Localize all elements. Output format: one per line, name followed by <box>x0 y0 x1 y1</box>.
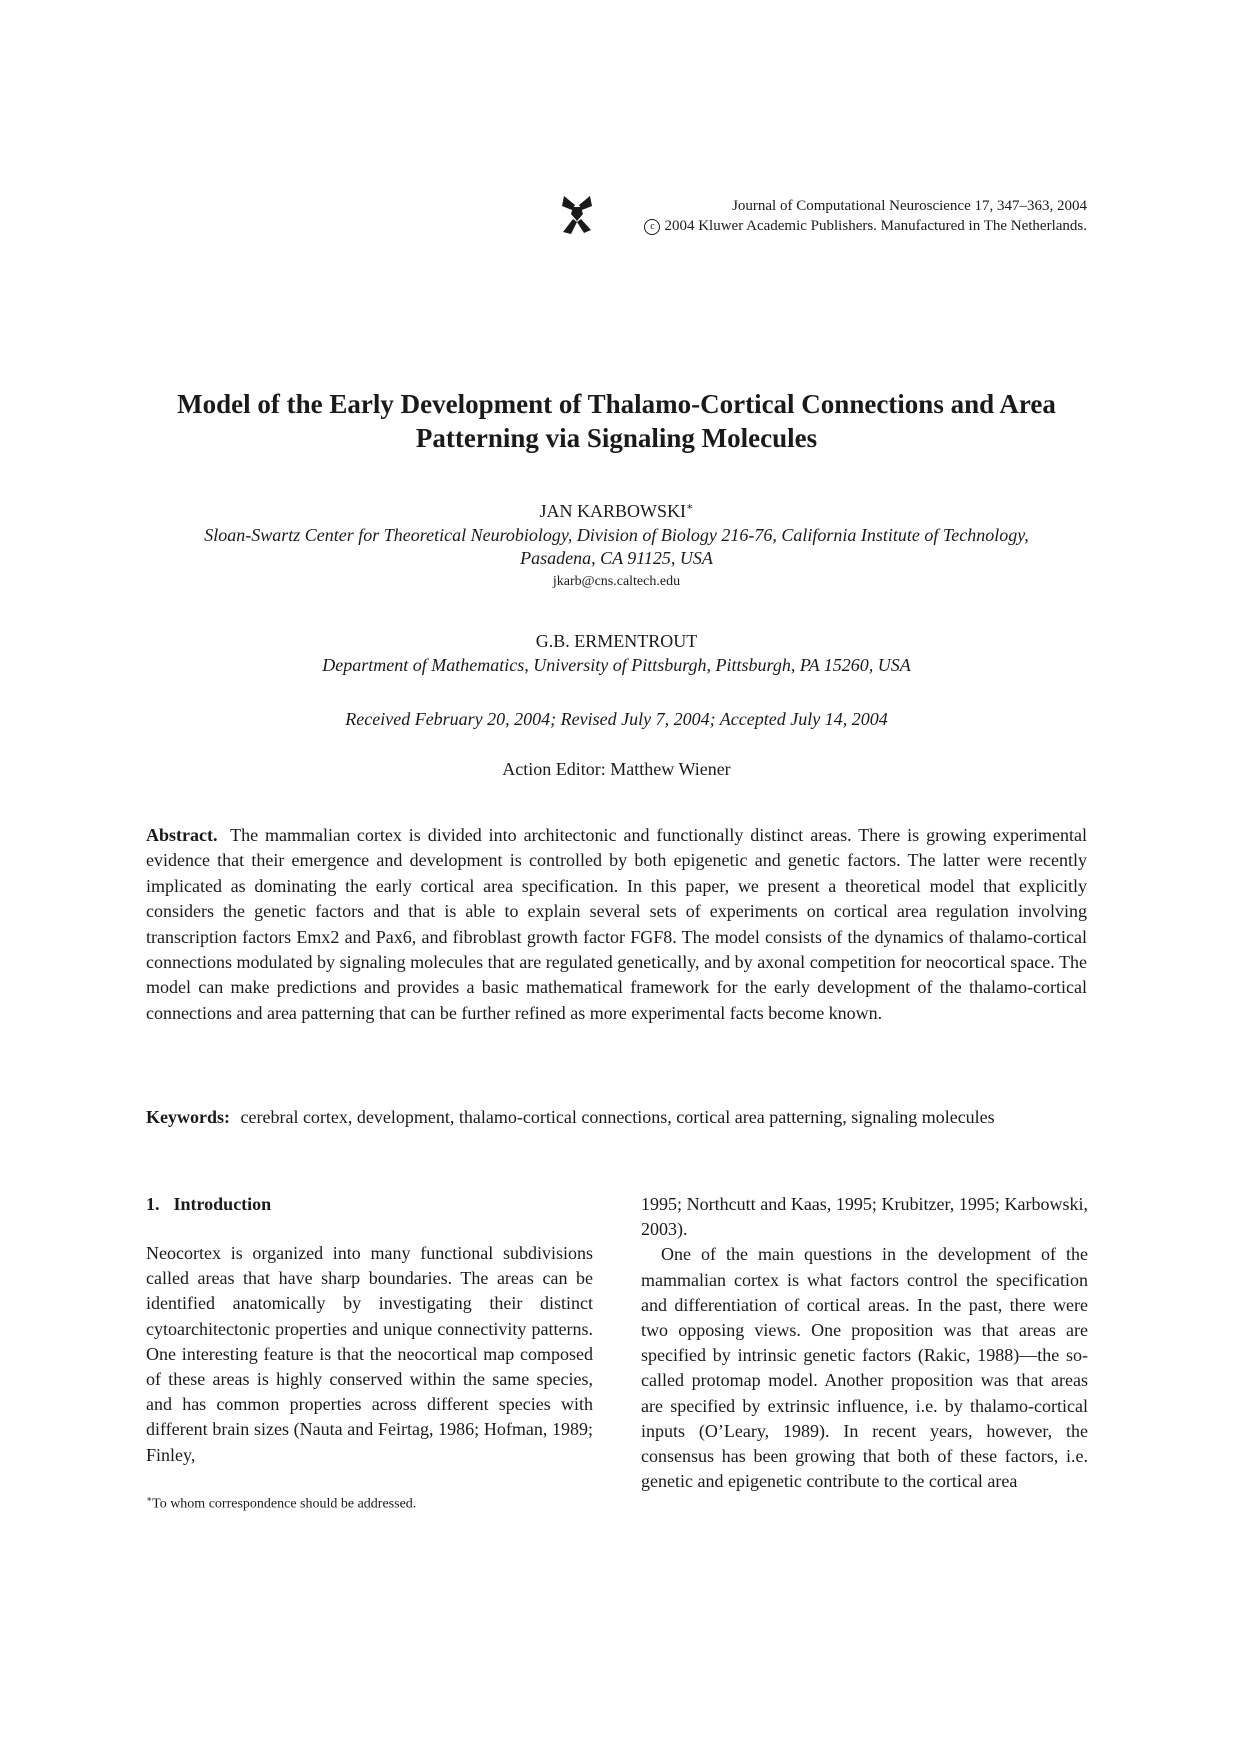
keywords-text: cerebral cortex, development, thalamo-cortical connections, cortical area patterning, signaling molecules <box>240 1107 995 1127</box>
author-block-1 <box>146 496 1087 592</box>
section-title: Introduction <box>173 1194 272 1214</box>
keywords-label: Keywords: <box>146 1107 230 1127</box>
author-affiliation-1a: Sloan-Swartz Center for Theoretical Neurobiology, Division of Biology 216-76, California Institute of Technology, <box>204 525 1029 545</box>
author-marker: ∗ <box>686 501 694 513</box>
abstract-text: The mammalian cortex is divided into architectonic and functionally distinct areas. There is growing experimental evidence that their emergence and development is controlled by both epigenetic and genetic factors. The latter were recently implicated as dominating the early cortical area specification. In this paper, we present a theoretical model that explicitly considers the genetic factors and that is able to explain several sets of experiments on cortical area regulation involving transcription factors Emx2 and Pax6, and fibroblast growth factor FGF8. The model consists of the dynamics of thalamo-cortical connections modulated by signaling molecules that are regulated genetically, and by axonal competition for neocortical space. The model can make predictions and provides a basic mathematical framework for the early development of the thalamo-cortical connections and area patterning that can be further refined as more experimental facts become known. <box>146 825 1087 1023</box>
publisher-logo-icon <box>560 194 594 234</box>
copyright-symbol: c <box>644 219 660 235</box>
left-column <box>146 1192 593 1468</box>
author-name-2: G.B. ERMENTROUT <box>535 631 698 651</box>
title-line-1: Model of the Early Development of Thalamo-Cortical Connections and Area <box>177 389 1056 419</box>
footnote-text: To whom correspondence should be addressed. <box>152 1496 417 1512</box>
received-dates: Received February 20, 2004; Revised July 7, 2004; Accepted July 14, 2004 <box>345 709 888 729</box>
keywords <box>146 1105 1087 1130</box>
author-affiliation-2: Department of Mathematics, University of Pittsburgh, Pittsburgh, PA 15260, USA <box>322 655 911 675</box>
author-block-2 <box>146 630 1087 677</box>
section-heading <box>146 1192 593 1217</box>
journal-header <box>560 194 1087 238</box>
intro-paragraph-2: One of the main questions in the development of the mammalian cortex is what factors control the specification and differentiation of cortical areas. In the past, there were two opposing views. One proposition was that areas are specified by intrinsic genetic factors (Rakic, 1988)—the so-called protomap model. Another proposition was that areas are specified by extrinsic influence, i.e. by thalamo-cortical inputs (O’Leary, 1989). In recent years, however, the consensus has been growing that both of these factors, i.e. genetic and epigenetic contribute to the cortical area <box>641 1244 1088 1492</box>
right-column <box>641 1192 1088 1494</box>
intro-continuation: 1995; Northcutt and Kaas, 1995; Krubitzer, 1995; Karbowski, 2003). <box>641 1194 1088 1240</box>
abstract-label: Abstract. <box>146 825 218 845</box>
title-line-2: Patterning via Signaling Molecules <box>415 423 818 453</box>
copyright-line <box>644 216 1087 236</box>
section-number: 1. <box>146 1194 160 1214</box>
paper-title <box>146 387 1087 455</box>
copyright-text: 2004 Kluwer Academic Publishers. Manufactured in The Netherlands. <box>664 218 1087 234</box>
action-editor: Action Editor: Matthew Wiener <box>502 759 731 779</box>
footnote-marker: ∗ <box>146 1494 153 1504</box>
author-email: jkarb@cns.caltech.edu <box>552 574 681 589</box>
abstract <box>146 823 1087 1026</box>
intro-paragraph-1: Neocortex is organized into many functional subdivisions called areas that have sharp boundaries. The areas can be identified anatomically by investigating their distinct cytoarchitectonic properties and unique connectivity patterns. One interesting feature is that the neocortical map composed of these areas is highly conserved within the same species, and has common properties across different species with different brain sizes (Nauta and Feirtag, 1986; Hofman, 1989; Finley, <box>146 1243 593 1465</box>
footnote <box>146 1490 416 1514</box>
author-affiliation-1b: Pasadena, CA 91125, USA <box>520 548 713 568</box>
author-name-1: JAN KARBOWSKI∗ <box>539 501 694 521</box>
journal-citation: Journal of Computational Neuroscience 17, 347–363, 2004 <box>732 198 1087 214</box>
